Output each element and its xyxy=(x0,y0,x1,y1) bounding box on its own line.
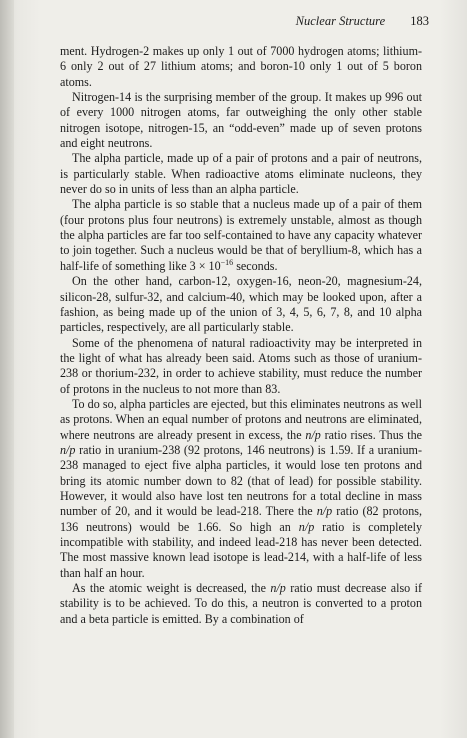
paragraph-7-part5: ratio is completely incompatible with stability, and indeed lead-218 has never been detected. The most massive known lead isotope is lead-214, with a half-life of less than half an hour. xyxy=(60,519,422,580)
paragraph-8 xyxy=(60,581,422,627)
exponent: −16 xyxy=(220,257,234,267)
page-gutter xyxy=(0,0,14,738)
paragraph-4-tail: seconds. xyxy=(233,258,278,273)
page-number: 183 xyxy=(410,14,429,28)
chapter-title: Nuclear Structure xyxy=(295,14,386,28)
paragraph-3: The alpha particle, made up of a pair of protons and a pair of neutrons, is particularly stable. When radioactive atoms eliminate nucleons, they never do so in units of less than an alpha particle. xyxy=(60,151,422,197)
paragraph-7-part3: ratio in uranium-238 (92 protons, 146 neutrons) is 1.59. If a uranium-238 managed to eject five alpha particles, it would lose ten protons and bring its atomic number down to 82 (that of lead) for possible stability. However, it would also have lost ten neutrons for a total decline in mass number of 20, and it would be lead-218. There the xyxy=(60,442,422,519)
running-header xyxy=(60,14,429,29)
np-ratio: n/p xyxy=(316,504,333,519)
np-ratio: n/p xyxy=(298,519,315,534)
paragraph-2: Nitrogen-14 is the surprising member of the group. It makes up 996 out of every 1000 nitrogen atoms, far outweighing the only other stable nitrogen isotope, nitrogen-15, an “odd-even” made up of seven protons and eight neutrons. xyxy=(60,90,422,151)
paragraph-7-part4: ratio (82 protons, 136 neutrons) would be 1.66. So high an xyxy=(60,504,422,534)
paragraph-5: On the other hand, carbon-12, oxygen-16, neon-20, magnesium-24, silicon-28, sulfur-32, and calcium-40, which may be looked upon, after a fashion, as being made up of the union of 3, 4, 5, 6, 7, 8, and 10 alpha particles, respectively, are all particularly stable. xyxy=(60,274,422,335)
paragraph-8-text: As the atomic weight is decreased, the xyxy=(72,581,271,596)
paragraph-8-tail: ratio must decrease also if stability is to be achieved. To do this, a neutron is converted to a proton and a beta particle is emitted. By a combination of xyxy=(60,581,422,626)
paragraph-6: Some of the phenomena of natural radioactivity may be interpreted in the light of what has already been said. Atoms such as those of uranium-238 or thorium-232, in order to achieve stability, must reduce the number of protons in the nucleus to not more than 83. xyxy=(60,335,422,396)
np-ratio: n/p xyxy=(305,427,321,442)
np-ratio: n/p xyxy=(60,442,76,457)
paragraph-1: ment. Hydrogen-2 makes up only 1 out of 7000 hydrogen atoms; lithium-6 only 2 out of 27 lithium atoms; and boron-10 only 1 out of 5 boron atoms. xyxy=(60,44,422,89)
np-ratio: n/p xyxy=(270,581,286,596)
paragraph-7-text: To do so, alpha particles are ejected, but this eliminates neutrons as well as protons. When an equal number of protons and neutrons are eliminated, where neutrons are already present in excess, the xyxy=(60,396,422,442)
paragraph-4 xyxy=(60,197,422,274)
body-text xyxy=(60,44,422,627)
paragraph-7-part2: ratio rises. Thus the xyxy=(320,427,422,442)
paragraph-7 xyxy=(60,397,422,581)
paragraph-4-text: The alpha particle is so stable that a nucleus made up of a pair of them (four protons plus four neutrons) is extremely unstable, almost as though the alpha particles are far too self-contained to have any capacity whatever to join together. Such a nucleus would be that of beryllium-8, which has a half-life of something like 3 × 10 xyxy=(60,197,422,273)
